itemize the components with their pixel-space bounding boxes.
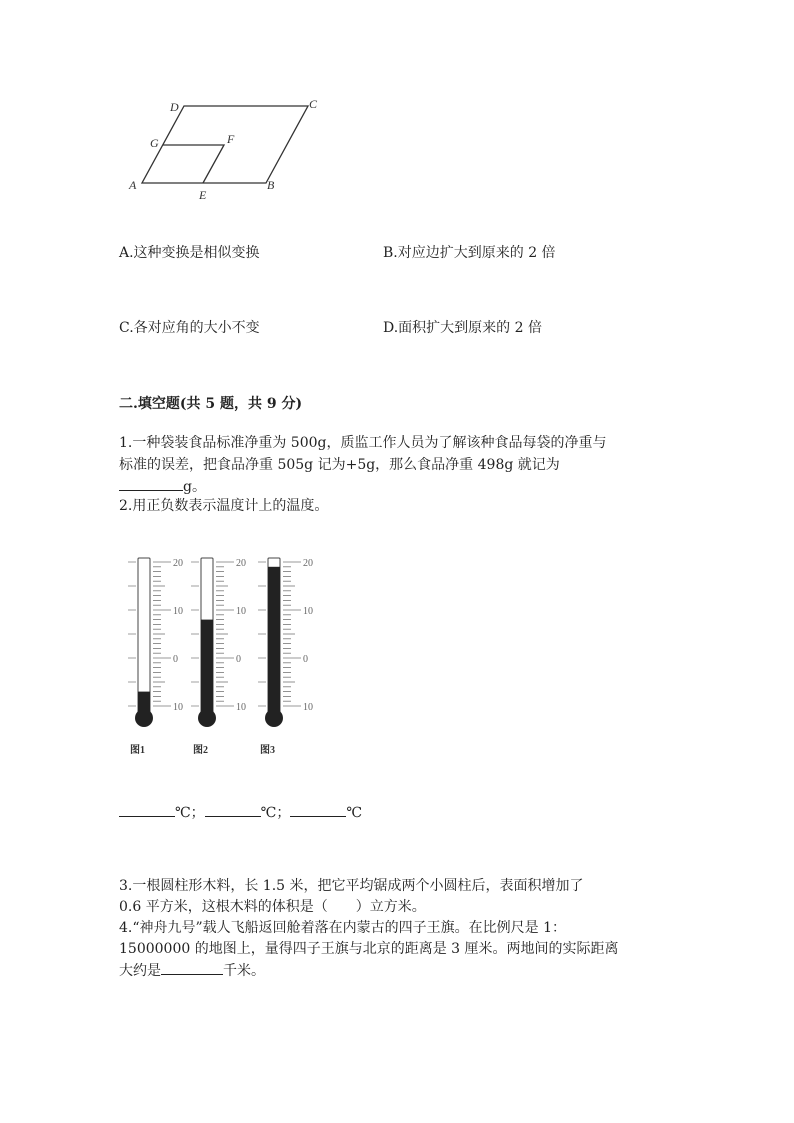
q2-answer-blank-1[interactable] (119, 802, 175, 817)
label-d: D (170, 100, 179, 114)
thermometers-figure (120, 548, 320, 763)
parallelogram-aefg (163, 145, 224, 183)
q4-suffix: 千米。 (223, 963, 265, 979)
option-a: A.这种变换是相似变换 (119, 245, 260, 261)
tick-label: 10 (236, 606, 246, 617)
tick-label: 10 (236, 702, 246, 713)
thermometer-caption: 图2 (193, 745, 208, 756)
q4-prefix: 大约是 (119, 963, 161, 979)
label-a: A (129, 178, 137, 192)
q4-line2: 15000000 的地图上，量得四子王旗与北京的距离是 3 厘米。两地间的实际距离 (119, 941, 619, 957)
thermometer-2 (191, 558, 246, 756)
tick-label: 10 (303, 702, 313, 713)
mercury-column (268, 567, 280, 714)
thermometer-caption: 图3 (260, 745, 275, 756)
parallelogram-figure (120, 92, 330, 207)
q3-line2: 0.6 平方米，这根木料的体积是（ ）立方米。 (119, 899, 426, 915)
q2-unit-3: ℃ (346, 805, 363, 821)
q1-line3 (119, 476, 206, 497)
thermometer-bulb (135, 709, 153, 727)
q2-answer-blank-3[interactable] (290, 802, 346, 817)
thermometer-bulb (198, 709, 216, 727)
q4-answer-blank[interactable] (161, 960, 223, 975)
label-c: C (309, 97, 318, 111)
tick-label: 20 (173, 558, 183, 569)
q2-text: 2.用正负数表示温度计上的温度。 (119, 498, 329, 514)
q3-line1: 3.一根圆柱形木料，长 1.5 米，把它平均锯成两个小圆柱后，表面积增加了 (119, 878, 584, 894)
option-c: C.各对应角的大小不变 (119, 320, 260, 336)
thermometer-1 (128, 558, 183, 756)
thermometer-3 (258, 558, 313, 756)
thermometer-bulb (265, 709, 283, 727)
q2-answer-blank-2[interactable] (205, 802, 261, 817)
tick-label: 0 (303, 654, 308, 665)
tick-label: 10 (303, 606, 313, 617)
q2-unit-2: ℃； (260, 805, 291, 821)
tick-label: 20 (303, 558, 313, 569)
tick-label: 10 (173, 606, 183, 617)
label-b: B (267, 178, 275, 192)
q4-line3 (119, 960, 265, 981)
q1-line2: 标准的误差，把食品净重 505g 记为+5g，那么食品净重 498g 就记为 (119, 457, 560, 473)
option-b: B.对应边扩大到原来的 2 倍 (383, 245, 556, 261)
section-heading: 二.填空题(共 5 题，共 9 分) (119, 396, 303, 412)
q1-unit: g。 (183, 479, 206, 495)
q1-answer-blank[interactable] (119, 476, 183, 491)
tick-label: 10 (173, 702, 183, 713)
option-d: D.面积扩大到原来的 2 倍 (383, 320, 542, 336)
q4-line1: 4.“神舟九号”载人飞船返回舱着落在内蒙古的四子王旗。在比例尺是 1： (119, 920, 567, 936)
label-g: G (150, 136, 159, 150)
mercury-column (201, 620, 213, 714)
q1-line1: 1.一种袋装食品标准净重为 500g，质监工作人员为了解该种食品每袋的净重与 (119, 435, 607, 451)
label-e: E (199, 188, 207, 202)
thermometer-caption: 图1 (130, 745, 145, 756)
label-f: F (227, 132, 235, 146)
tick-label: 20 (236, 558, 246, 569)
thermometer-tube (138, 558, 150, 714)
tick-label: 0 (236, 654, 241, 665)
q2-answers (119, 802, 362, 823)
q2-unit-1: ℃； (175, 805, 205, 821)
tick-label: 0 (173, 654, 178, 665)
